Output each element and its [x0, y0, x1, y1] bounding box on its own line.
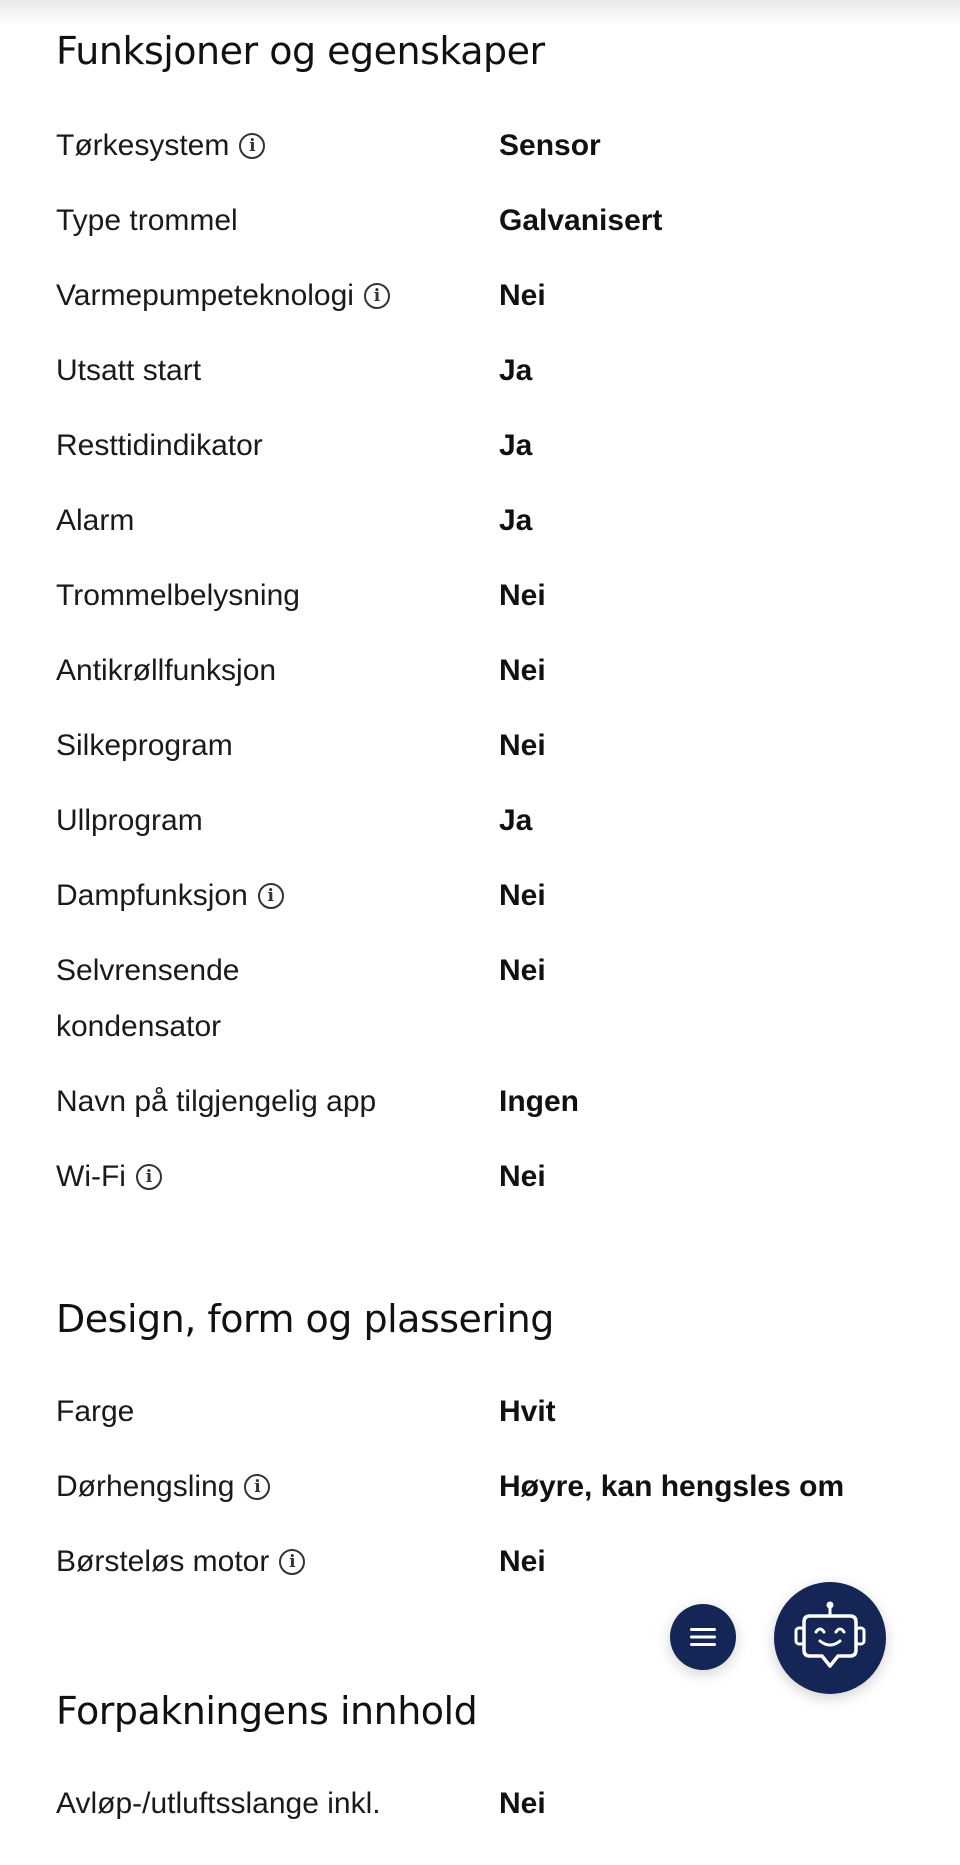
- spec-label: Varmepumpeteknologi: [56, 279, 354, 312]
- spec-label: Resttidindikator: [56, 429, 263, 462]
- spec-row: [56, 643, 916, 718]
- spec-row: [56, 568, 916, 643]
- section-design: [56, 1296, 916, 1609]
- info-icon[interactable]: i: [239, 133, 265, 159]
- spec-label: Børsteløs motor: [56, 1545, 270, 1578]
- info-icon[interactable]: i: [364, 283, 390, 309]
- info-icon[interactable]: i: [279, 1549, 305, 1575]
- spec-value: Nei: [499, 1545, 546, 1578]
- spec-row: [56, 1776, 916, 1851]
- spec-value: Nei: [499, 579, 546, 612]
- spec-value: Nei: [499, 954, 546, 987]
- spec-value: Ja: [499, 504, 533, 537]
- menu-button[interactable]: [670, 1604, 736, 1670]
- section-title: Forpakningens innhold: [56, 1689, 478, 1733]
- hamburger-menu-icon: [688, 1625, 718, 1649]
- spec-value: Nei: [499, 279, 546, 312]
- spec-label: Silkeprogram: [56, 729, 233, 762]
- spec-label: Utsatt start: [56, 354, 202, 387]
- spec-label: Farge: [56, 1395, 135, 1428]
- spec-value: Ja: [499, 429, 533, 462]
- spec-value: Galvanisert: [499, 204, 663, 237]
- spec-value: Nei: [499, 879, 546, 912]
- spec-value: Nei: [499, 1787, 546, 1820]
- spec-row: [56, 868, 916, 943]
- spec-row: [56, 343, 916, 418]
- spec-value: Ingen: [499, 1085, 579, 1118]
- spec-value: Ja: [499, 354, 533, 387]
- section-features: [56, 28, 916, 1224]
- spec-value: Nei: [499, 729, 546, 762]
- spec-value: Sensor: [499, 129, 601, 162]
- spec-row: [56, 193, 916, 268]
- spec-row: [56, 793, 916, 868]
- spec-row: [56, 1074, 916, 1149]
- info-icon[interactable]: i: [258, 883, 284, 909]
- section-title: Design, form og plassering: [56, 1297, 554, 1341]
- spec-label: Antikrøllfunksjon: [56, 654, 277, 687]
- chat-assistant-button[interactable]: [774, 1582, 886, 1694]
- spec-value: Nei: [499, 1160, 546, 1193]
- spec-value: Nei: [499, 654, 546, 687]
- spec-label: Navn på tilgjengelig app: [56, 1085, 377, 1118]
- spec-label: Wi-Fi: [56, 1160, 126, 1193]
- spec-row: [56, 118, 916, 193]
- top-shadow: [0, 0, 960, 26]
- spec-row: [56, 1149, 916, 1224]
- section-title: Funksjoner og egenskaper: [56, 29, 545, 73]
- spec-row: [56, 493, 916, 568]
- spec-label: Dørhengsling: [56, 1470, 235, 1503]
- spec-label: Tørkesystem: [56, 129, 230, 162]
- info-icon[interactable]: i: [244, 1474, 270, 1500]
- spec-row: [56, 1459, 916, 1534]
- spec-label: Dampfunksjon: [56, 879, 248, 912]
- spec-row: [56, 268, 916, 343]
- spec-label: Alarm: [56, 504, 135, 537]
- spec-value: Hvit: [499, 1395, 556, 1428]
- spec-value: Høyre, kan hengsles om: [499, 1470, 845, 1503]
- spec-label: Type trommel: [56, 204, 238, 237]
- spec-row: [56, 1384, 916, 1459]
- spec-row: [56, 718, 916, 793]
- spec-row: [56, 418, 916, 493]
- chatbot-robot-icon: [790, 1598, 870, 1678]
- spec-row: [56, 943, 916, 1074]
- section-package-contents: [56, 1688, 916, 1851]
- spec-label: Ullprogram: [56, 804, 203, 837]
- spec-label: Selvrensende kondensator: [56, 954, 240, 1043]
- info-icon[interactable]: i: [136, 1164, 162, 1190]
- spec-value: Ja: [499, 804, 533, 837]
- spec-row: [56, 1534, 916, 1609]
- spec-label: Trommelbelysning: [56, 579, 300, 612]
- spec-label: Avløp-/utluftsslange inkl.: [56, 1787, 381, 1820]
